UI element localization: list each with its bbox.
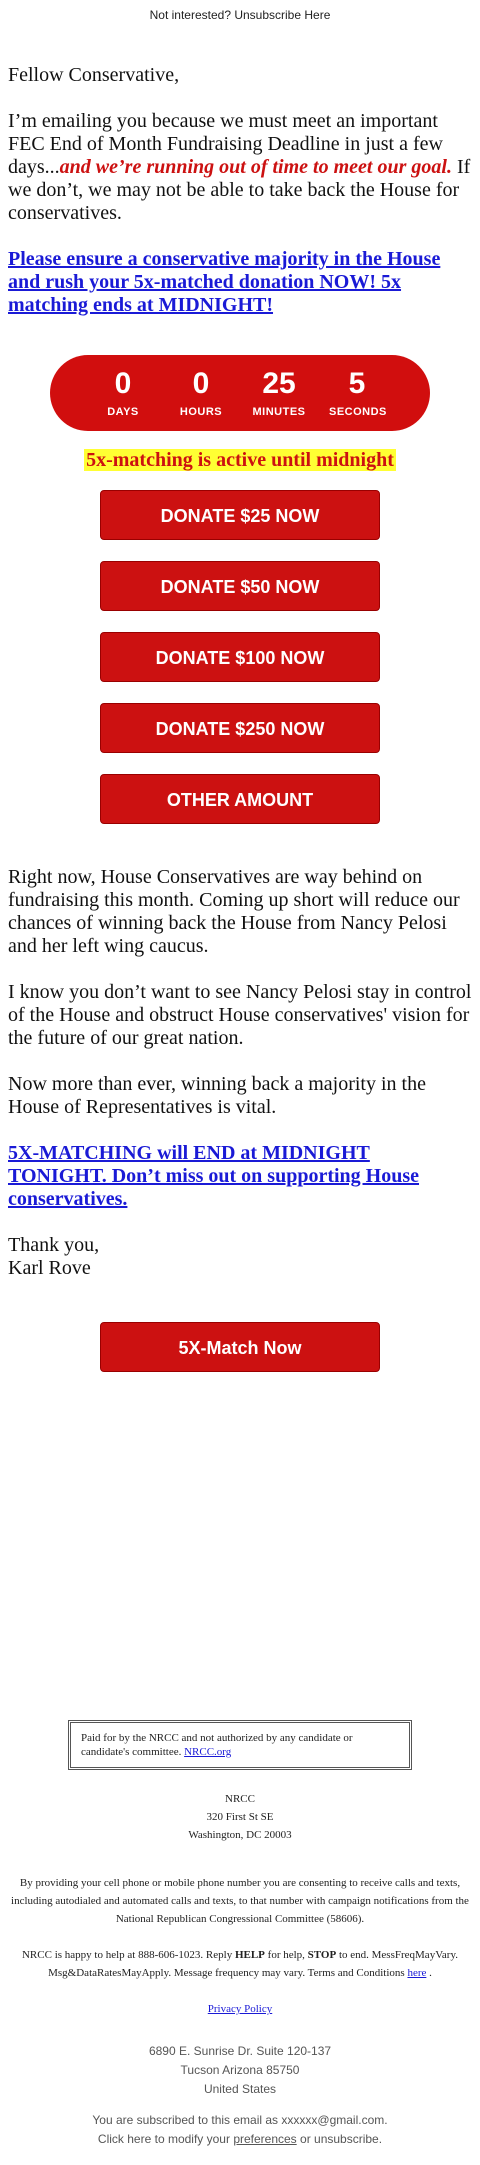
intro-paragraph: [8, 110, 472, 225]
matching-highlight-text: 5x-matching is active until midnight: [86, 449, 394, 471]
greeting: Fellow Conservative,: [8, 64, 180, 86]
privacy-policy-link[interactable]: Privacy Policy: [207, 2003, 273, 2015]
intro-text-start: I’m emailing you because we must meet an important FEC End of Month Fundraising Deadline in just a few days...: [8, 110, 443, 178]
paragraph-behind: Right now, House Conservatives are way behind on fundraising this month. Coming up short will reduce our chances of winning back the House from Nancy Pelosi and her left wing caucus.: [8, 866, 460, 957]
donate-50-button[interactable]: DONATE $50 NOW: [100, 561, 380, 611]
intro-text-end: If we don’t, we may not be able to take back the House for conservatives.: [8, 156, 471, 224]
donate-250-button[interactable]: DONATE $250 NOW: [100, 703, 380, 753]
help-text-4: .: [426, 1967, 432, 1979]
city: Washington, DC 20003: [188, 1829, 292, 1841]
paragraph-pelosi: I know you don’t want to see Nancy Pelosi stay in control of the House and obstruct House conservatives' vision for the future of our great nation.: [8, 981, 472, 1049]
unsubscribe-link[interactable]: Not interested? Unsubscribe Here: [149, 8, 331, 22]
donate-buttons: [0, 490, 480, 824]
cta-link-top[interactable]: Please ensure a conservative majority in the House and rush your 5x-matched donation NOW! 5x matching ends at MIDNIGHT!: [8, 248, 441, 316]
help-text-2: for help,: [264, 1949, 308, 1961]
cta-link-bottom[interactable]: 5X-MATCHING will END at MIDNIGHT TONIGHT. Don’t miss out on supporting House conservatives.: [8, 1142, 420, 1210]
paid-for-box: [68, 1720, 412, 1770]
footer: [0, 1720, 480, 2018]
match-button-wrap: [0, 1322, 480, 1372]
timer-hours-value: 0: [192, 367, 210, 400]
timer-days-label: DAYS: [107, 406, 139, 418]
street: 320 First St SE: [206, 1811, 274, 1823]
intro-emphasis: and we’re running out of time to meet our goal.: [59, 156, 452, 178]
modify-preferences: [0, 2130, 480, 2149]
terms-here-link[interactable]: here: [407, 1967, 427, 1979]
timer-minutes: [251, 368, 307, 418]
help-text-3: to end. MessFreqMayVary. Msg&DataRatesMayApply. Message frequency may vary. Terms and Conditions: [48, 1949, 458, 1979]
timer-seconds-value: 5: [348, 367, 366, 400]
email-body: [0, 30, 480, 317]
match-now-button[interactable]: 5X-Match Now: [100, 1322, 380, 1372]
signer-name: Karl Rove: [8, 1257, 91, 1279]
paragraph-majority: Now more than ever, winning back a majority in the House of Representatives is vital.: [8, 1073, 426, 1118]
donate-25-button[interactable]: DONATE $25 NOW: [100, 490, 380, 540]
help-text: [8, 1946, 472, 1982]
help-keyword: HELP: [234, 1949, 265, 1961]
stop-keyword: STOP: [307, 1949, 337, 1961]
timer-hours: [173, 368, 229, 418]
modify-text-2: or unsubscribe.: [296, 2132, 383, 2146]
donate-100-button[interactable]: DONATE $100 NOW: [100, 632, 380, 682]
timer-minutes-value: 25: [262, 367, 296, 400]
timer-hours-label: HOURS: [179, 406, 223, 418]
timer-seconds-label: SECONDS: [329, 406, 387, 418]
nrcc-address: [0, 1790, 480, 1844]
addr2-line3: United States: [203, 2082, 277, 2096]
org-name: NRCC: [225, 1793, 255, 1805]
help-text-1: NRCC is happy to help at 888-606-1023. Reply: [21, 1949, 235, 1961]
nrcc-link[interactable]: NRCC.org: [184, 1746, 232, 1758]
timer-days: [95, 368, 151, 418]
unsubscribe-bar: [0, 0, 480, 30]
secondary-address: [0, 2042, 480, 2149]
paid-for-text: Paid for by the NRCC and not authorized by any candidate or candidate's committee.: [81, 1732, 353, 1758]
preferences-link[interactable]: preferences: [233, 2132, 297, 2146]
timer-days-value: 0: [114, 367, 132, 400]
countdown-timer: [50, 355, 430, 431]
subscribed-note: You are subscribed to this email as xxxxxx@gmail.com.: [92, 2113, 388, 2127]
modify-text-1: Click here to modify your: [97, 2132, 234, 2146]
timer-minutes-label: MINUTES: [252, 406, 306, 418]
matching-highlight: [0, 449, 480, 472]
email-body-lower: [0, 845, 480, 1280]
addr2-line2: Tucson Arizona 85750: [180, 2063, 300, 2077]
addr2-line1: 6890 E. Sunrise Dr. Suite 120-137: [148, 2044, 332, 2058]
timer-seconds: [329, 368, 385, 418]
other-amount-button[interactable]: OTHER AMOUNT: [100, 774, 380, 824]
signoff: Thank you,: [8, 1234, 100, 1256]
consent-text: By providing your cell phone or mobile phone number you are consenting to receive calls and texts, including autodialed and automated calls and texts, to that number with campaign notifications from the National Republican Congressional Committee (58606).: [11, 1877, 469, 1925]
